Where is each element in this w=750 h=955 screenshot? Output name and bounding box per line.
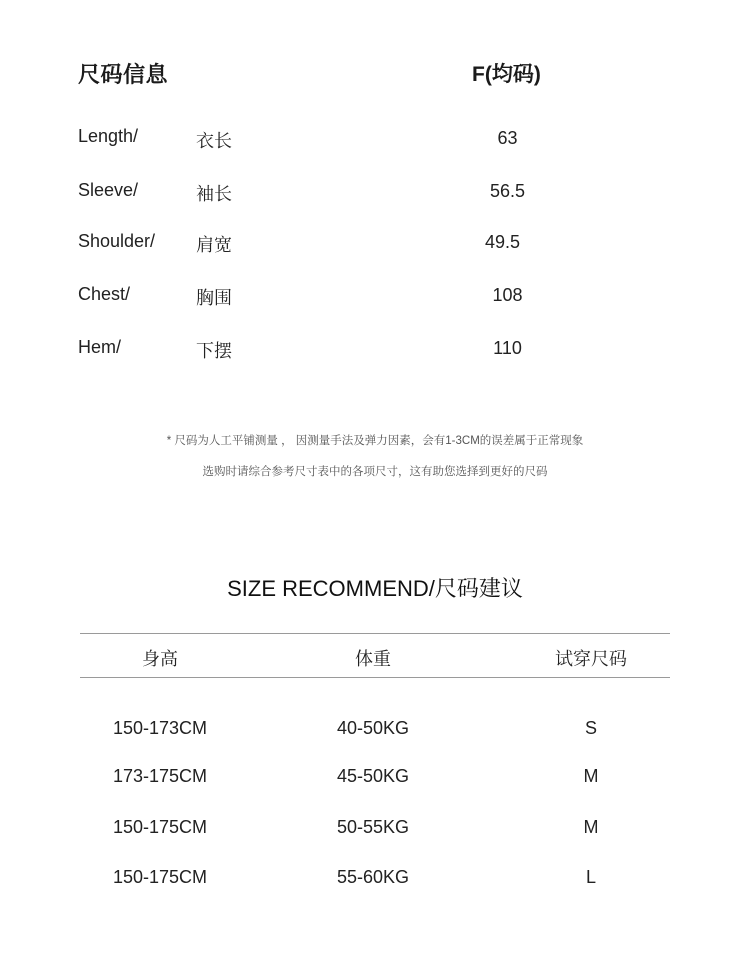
measure-label-zh: 下摆 [196, 341, 232, 361]
row-height: 150-175CM [112, 817, 208, 837]
measure-value: 49.5 [484, 232, 521, 252]
measure-label-en: Length/ [78, 126, 139, 146]
measure-label-en: Chest/ [78, 284, 131, 304]
selection-note: 选购时请综合参考尺寸表中的各项尺寸，这有助您选择到更好的尺码 [202, 466, 548, 478]
measure-label-en: Hem/ [78, 337, 122, 357]
measure-label-zh: 胸围 [196, 288, 232, 308]
size-recommend-title: SIZE RECOMMEND/尺码建议 [227, 576, 523, 601]
header-height: 身高 [142, 649, 178, 669]
measure-label-zh: 衣长 [196, 131, 232, 151]
size-label: F(均码) [472, 63, 541, 86]
table-top-divider [80, 633, 670, 634]
row-height: 173-175CM [112, 766, 208, 786]
measure-value: 108 [492, 285, 523, 305]
row-weight: 40-50KG [336, 718, 410, 738]
row-height: 150-175CM [112, 867, 208, 887]
row-size: M [583, 766, 599, 786]
row-size: M [583, 817, 599, 837]
size-info-title: 尺码信息 [78, 62, 169, 87]
row-height: 150-173CM [112, 718, 208, 738]
measure-value: 63 [497, 128, 518, 148]
measure-value: 56.5 [489, 181, 526, 201]
table-header-divider [80, 677, 670, 678]
measure-label-zh: 肩宽 [196, 235, 232, 255]
header-weight: 体重 [355, 649, 391, 669]
measure-label-en: Shoulder/ [78, 231, 156, 251]
measurement-note: * 尺码为人工平铺测量 ， 因测量手法及弹力因素，会有1-3CM的误差属于正常现象 [166, 435, 584, 447]
row-weight: 55-60KG [336, 867, 410, 887]
measure-label-en: Sleeve/ [78, 180, 139, 200]
row-size: L [585, 867, 596, 887]
header-size: 试穿尺码 [555, 649, 627, 669]
row-weight: 50-55KG [336, 817, 410, 837]
row-size: S [584, 718, 597, 738]
measure-value: 110 [493, 338, 522, 358]
row-weight: 45-50KG [336, 766, 410, 786]
measure-label-zh: 袖长 [196, 184, 232, 204]
